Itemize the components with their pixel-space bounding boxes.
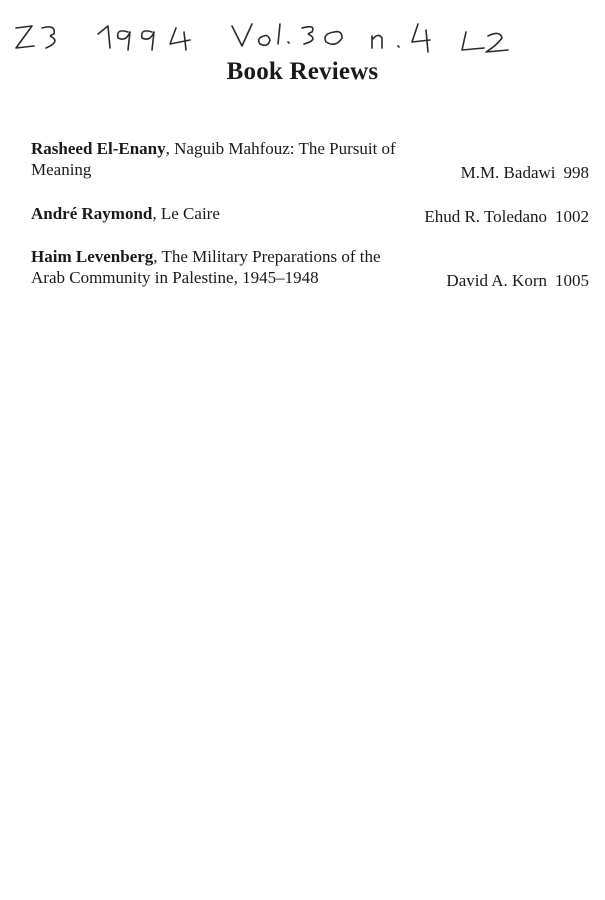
review-citation — [31, 246, 396, 288]
review-reviewer-line — [461, 162, 589, 183]
handwritten-note-drawing — [6, 14, 526, 54]
handwritten-annotation — [6, 14, 526, 54]
page-title: Book Reviews — [226, 58, 379, 85]
citation-separator: , — [153, 247, 162, 266]
review-book-title: The Military Preparations of the Arab Community in Palestine, 1945–1948 — [31, 247, 381, 287]
review-citation — [31, 203, 396, 224]
review-book-title: Le Caire — [160, 204, 220, 223]
reviewer-name: Ehud R. Toledano — [424, 207, 547, 226]
review-page-number: 1005 — [555, 271, 589, 290]
citation-separator: , — [152, 204, 161, 223]
review-reviewer-line — [424, 206, 589, 227]
reviewer-name: David A. Korn — [446, 271, 547, 290]
citation-separator: , — [165, 139, 175, 158]
review-entry — [31, 203, 591, 224]
review-book-author: Rasheed El-Enany — [31, 139, 166, 158]
review-book-author: André Raymond — [31, 204, 153, 223]
review-entry — [31, 246, 591, 288]
review-book-title: Naguib Mahfouz: The Pursuit of Meaning — [31, 139, 396, 179]
review-reviewer-line — [446, 270, 589, 291]
review-entry — [31, 138, 591, 180]
review-page-number: 998 — [563, 163, 589, 182]
review-page-number: 1002 — [555, 207, 589, 226]
review-book-author: Haim Levenberg — [31, 247, 154, 266]
review-citation — [31, 138, 396, 180]
reviewer-name: M.M. Badawi — [460, 163, 556, 182]
